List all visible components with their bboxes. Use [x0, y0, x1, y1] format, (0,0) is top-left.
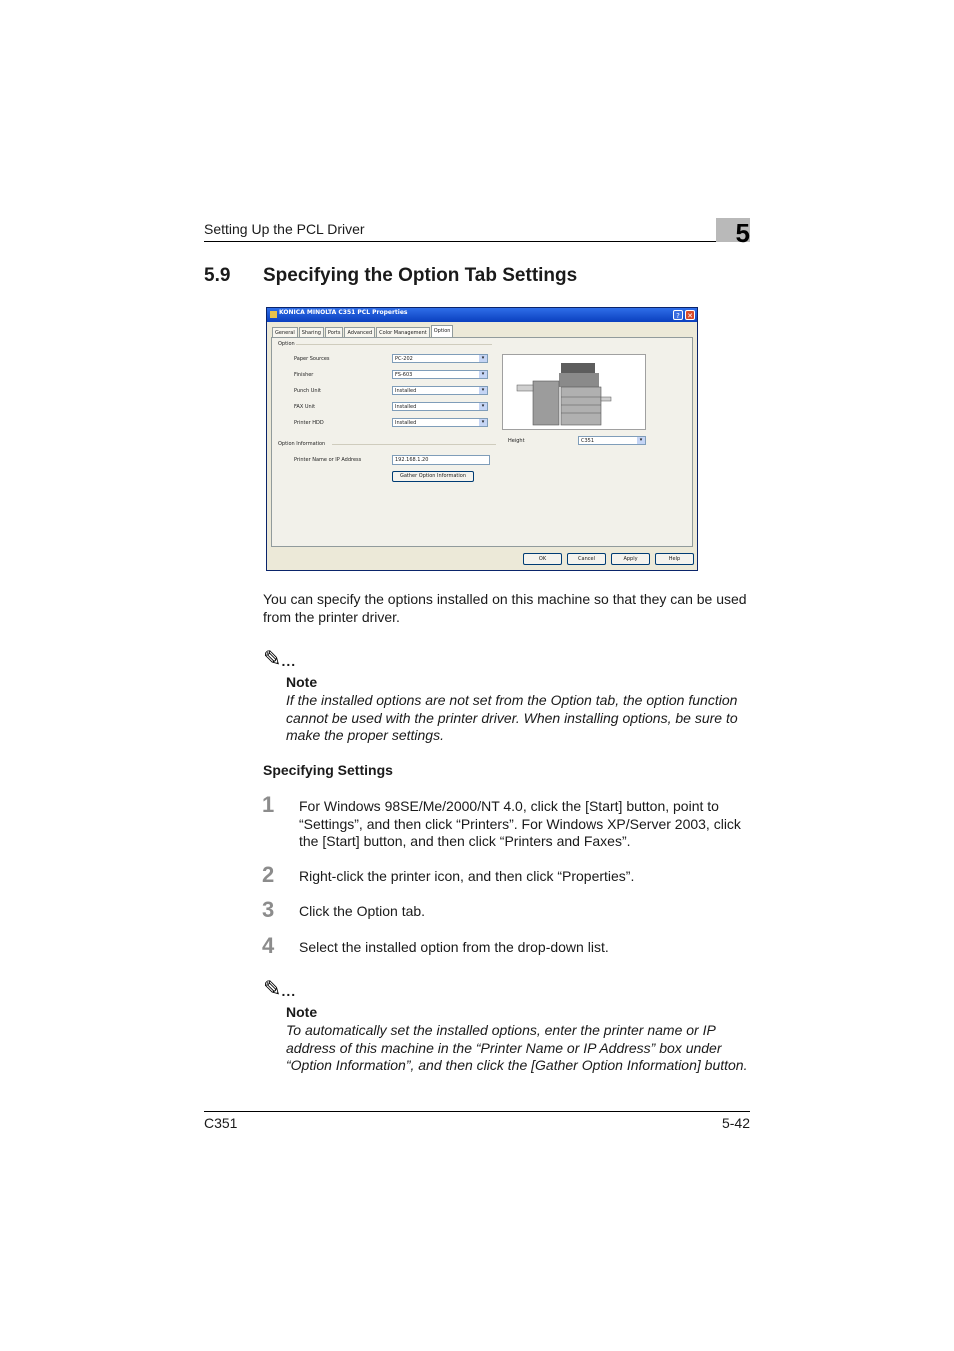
tab-color-management[interactable]: Color Management — [376, 327, 430, 338]
header-rule — [204, 241, 750, 242]
step-number: 1 — [262, 792, 275, 817]
tab-advanced[interactable]: Advanced — [344, 327, 375, 338]
option-tab-panel — [271, 337, 693, 547]
punch-unit-value: Installed — [395, 388, 417, 394]
option-label-finisher: Finisher — [294, 372, 314, 378]
dialog-titlebar — [267, 308, 697, 322]
pencil-icon: ✎ — [263, 646, 282, 671]
section-number: 5.9 — [204, 265, 231, 286]
chevron-down-icon: ▾ — [479, 419, 487, 426]
tab-ports[interactable]: Ports — [325, 327, 344, 338]
option-information-line — [332, 444, 496, 445]
step-number: 4 — [262, 933, 275, 958]
help-title-button[interactable]: ? — [673, 310, 683, 320]
punch-unit-select[interactable] — [392, 386, 488, 395]
step-text: Click the Option tab. — [299, 903, 426, 919]
option-group-label: Option — [278, 341, 295, 347]
note-label: Note — [286, 1004, 318, 1020]
note-marker — [263, 978, 296, 1001]
finisher-select[interactable] — [392, 370, 488, 379]
paper-sources-select[interactable] — [392, 354, 488, 363]
printer-name-input[interactable]: 192.168.1.20 — [392, 455, 490, 465]
subheading: Specifying Settings — [263, 762, 393, 778]
step-text: For Windows 98SE/Me/2000/NT 4.0, click the [Start] button, point to “Settings”, and then click “Printers”. For Windows XP/Server 2003, click the [Start] button, and then click “Printers and Faxes”. — [299, 798, 741, 849]
ok-button[interactable]: OK — [523, 553, 562, 565]
fax-unit-select[interactable] — [392, 402, 488, 411]
ellipsis-icon: ... — [281, 983, 297, 999]
printer-illustration — [503, 355, 645, 429]
option-label-fax-unit: FAX Unit — [294, 404, 316, 410]
printer-name-label: Printer Name or IP Address — [294, 457, 362, 463]
printer-hdd-value: Installed — [395, 420, 417, 426]
apply-button[interactable]: Apply — [611, 553, 650, 565]
chevron-down-icon: ▾ — [479, 387, 487, 394]
dialog-title: KONICA MINOLTA C351 PCL Properties — [279, 309, 408, 316]
running-header: Setting Up the PCL Driver — [204, 221, 365, 237]
intro-paragraph: You can specify the options installed on this machine so that they can be used from the printer driver. — [263, 591, 747, 625]
note-text: If the installed options are not set from the Option tab, the option function cannot be used with the printer driver. When installing options, be sure to make the proper settings. — [286, 692, 738, 743]
option-group-line — [296, 344, 492, 345]
chevron-down-icon: ▾ — [479, 403, 487, 410]
pencil-icon: ✎ — [263, 976, 282, 1001]
paper-sources-value: PC-202 — [395, 356, 413, 362]
step-text: Right-click the printer icon, and then click “Properties”. — [299, 868, 635, 884]
tab-option[interactable]: Option — [431, 325, 454, 338]
gather-option-information-button[interactable]: Gather Option Information — [392, 471, 474, 482]
chevron-down-icon: ▾ — [479, 355, 487, 362]
option-label-printer-hdd: Printer HDD — [294, 420, 324, 426]
footer-page-number: 5-42 — [721, 1115, 750, 1131]
option-label-paper-sources: Paper Sources — [294, 356, 330, 362]
height-select[interactable] — [578, 436, 646, 445]
note-label: Note — [286, 674, 318, 690]
option-label-punch-unit: Punch Unit — [294, 388, 321, 394]
tab-sharing[interactable]: Sharing — [299, 327, 324, 338]
chevron-down-icon: ▾ — [479, 371, 487, 378]
height-label: Height — [508, 438, 525, 444]
close-title-button[interactable]: ✕ — [685, 310, 695, 320]
chapter-number: 5 — [735, 218, 750, 248]
chevron-down-icon: ▾ — [637, 437, 645, 444]
printer-preview-image — [502, 354, 646, 430]
note-text: To automatically set the installed options, enter the printer name or IP address of this machine in the “Printer Name or IP Address” box under “Option Information”, and then click the [Gather Option Information] button. — [286, 1022, 748, 1073]
cancel-button[interactable]: Cancel — [567, 553, 606, 565]
section-title: Specifying the Option Tab Settings — [263, 265, 578, 286]
footer-model: C351 — [204, 1115, 238, 1131]
footer-rule — [204, 1111, 750, 1112]
ellipsis-icon: ... — [281, 653, 297, 669]
height-value: C351 — [581, 438, 595, 444]
tab-general[interactable]: General — [272, 327, 298, 338]
note-marker — [263, 648, 296, 671]
finisher-value: FS-603 — [395, 372, 413, 378]
step-text: Select the installed option from the drop-down list. — [299, 939, 609, 955]
printer-properties-dialog — [266, 307, 698, 571]
step-number: 2 — [262, 862, 275, 887]
step-number: 3 — [262, 897, 275, 922]
printer-hdd-select[interactable] — [392, 418, 488, 427]
help-button[interactable]: Help — [655, 553, 694, 565]
fax-unit-value: Installed — [395, 404, 417, 410]
option-information-label: Option Information — [278, 441, 326, 447]
printer-icon — [270, 311, 277, 318]
